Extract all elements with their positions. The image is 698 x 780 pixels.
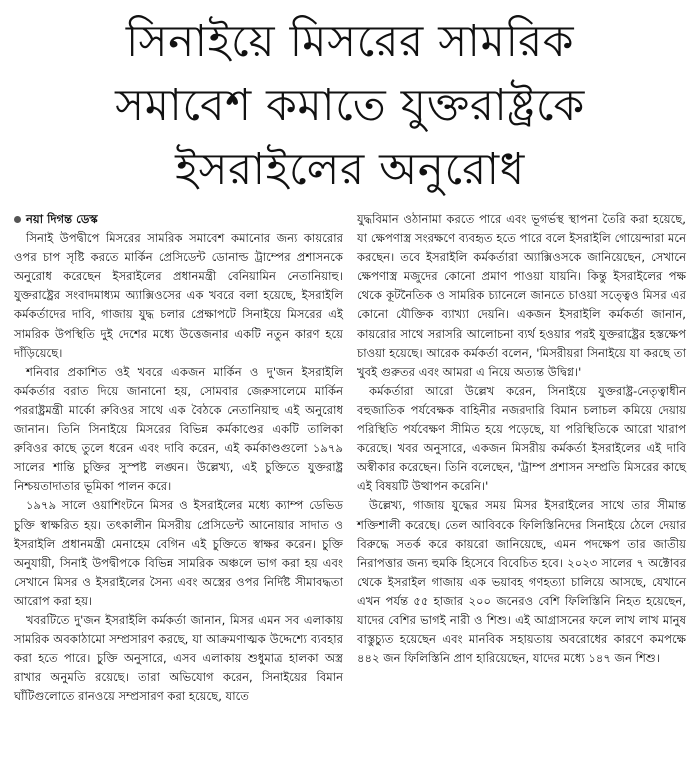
headline-line-3: ইসরাইলের অনুরোধ bbox=[175, 144, 525, 195]
article-body bbox=[14, 210, 686, 706]
headline-line-1: সিনাইয়ে মিসরের সামরিক bbox=[125, 16, 575, 67]
headline-line-2: সমাবেশ কমাতে যুক্তরাষ্ট্রকে bbox=[115, 80, 585, 131]
headline bbox=[14, 10, 686, 202]
column-left bbox=[14, 210, 343, 706]
byline-text: নয়া দিগন্ত ডেস্ক bbox=[26, 212, 98, 226]
paragraph: সিনাই উপদ্বীপে মিসরের সামরিক সমাবেশ কমানোর জন্য কায়রোর ওপর চাপ সৃষ্টি করতে মার্কিন প্রেসিডেন্ট ডোনাল্ড ট্রাম্পের প্রশাসনকে অনুরোধ করেছেন ইসরাইলের প্রধানমন্ত্রী বেনিয়ামিন নেতানিয়াহু। যুক্তরাষ্ট্রের সংবাদমাধ্যম অ্যাক্সিওসের এক খবরে বলা হয়েছে, ইসরাইলি কর্মকর্তাদের দাবি, গাজায় যুদ্ধ চলার প্রেক্ষাপটে সিনাইয়ে মিসরের এই সামরিক উপস্থিতি দুই দেশের মধ্যে উত্তেজনার একটি নতুন কারণ হয়ে দাঁড়িয়েছে। bbox=[14, 231, 343, 360]
paragraph: খবরটিতে দু'জন ইসরাইলি কর্মকর্তা জানান, মিসর এমন সব এলাকায় সামরিক অবকাঠামো সম্প্রসারণ করছে, যা আক্রমণাত্মক উদ্দেশ্যে ব্যবহার করা হতে পারে। চুক্তি অনুসারে, এসব এলাকায় শুধুমাত্র হালকা অস্ত্র রাখার অনুমতি রয়েছে। তারা অভিযোগ করেন, সিনাইয়ের বিমান ঘাঁটিগুলোতে রানওয়ে সম্প্রসারণ করা হয়েছে, যাতে bbox=[14, 612, 343, 704]
paragraph: কর্মকর্তারা আরো উল্লেখ করেন, সিনাইয়ে যুক্তরাষ্ট্র-নেতৃত্বাধীন বহুজাতিক পর্যবেক্ষক বাহিনীর নজরদারি বিমান চলাচল কমিয়ে দেয়ায় পরিস্থিতি পর্যবেক্ষণ সীমিত হয়ে পড়েছে, যা পরিস্থিতিকে আরো খারাপ করেছে। খবর অনুসারে, একজন মিসরীয় কর্মকর্তা ইসরাইলের এই দাবি অস্বীকার করেছেন। তিনি বলেছেন, 'ট্রাম্প প্রশাসন সম্প্রতি মিসরের কাছে এই বিষয়টি উত্থাপন করেনি।' bbox=[357, 383, 686, 494]
paragraph: শনিবার প্রকাশিত ওই খবরে একজন মার্কিন ও দু'জন ইসরাইলি কর্মকর্তার বরাত দিয়ে জানানো হয়, সোমবার জেরুসালেমে মার্কিন পররাষ্ট্রমন্ত্রী মার্কো রুবিওর সাথে এক বৈঠকে নেতানিয়াহু এই অনুরোধ জানান। তিনি সিনাইয়ে মিসরের বিভিন্ন কর্মকাণ্ডের একটি তালিকা রুবিওর কাছে তুলে ধরেন এবং দাবি করেন, এই কর্মকাণ্ডগুলো ১৯৭৯ সালের শান্তি চুক্তির সুস্পষ্ট লঙ্ঘন। উল্লেখ্য, এই চুক্তিতে যুক্তরাষ্ট্র নিশ্চয়তাদাতার ভূমিকা পালন করে। bbox=[14, 364, 343, 494]
bullet-icon bbox=[14, 216, 21, 223]
paragraph: উল্লেখ্য, গাজায় যুদ্ধের সময় মিসর ইসরাইলের সাথে তার সীমান্ত শক্তিশালী করেছে। তেল আবিবকে ফিলিস্তিনিদের সিনাইয়ে ঠেলে দেয়ার বিরুদ্ধে সতর্ক করে কায়রো জানিয়েছে, এমন পদক্ষেপ তার জাতীয় নিরাপত্তার জন্য হুমকি হিসেবে বিবেচিত হবে। ২০২৩ সালের ৭ অক্টোবর থেকে ইসরাইল গাজায় এক ভয়াবহ গণহত্যা চালিয়ে আসছে, যেখানে এখন পর্যন্ত ৫৫ হাজার ২০০ জনেরও বেশি ফিলিস্তিনি নিহত হয়েছেন, যাদের বেশির ভাগই নারী ও শিশু। এই আগ্রাসনের ফলে লাখ লাখ মানুষ বাস্তুচ্যুত হয়েছেন এবং মানবিক সহায়তায় অবরোধের কারণে কমপক্ষে ৪৪২ জন ফিলিস্তিনি প্রাণ হারিয়েছেন, যাদের মধ্যে ১৪৭ জন শিশু। bbox=[357, 498, 686, 666]
paragraph: ১৯৭৯ সালে ওয়াশিংটনে মিসর ও ইসরাইলের মধ্যে ক্যাম্প ডেভিড চুক্তি স্বাক্ষরিত হয়। তৎকালীন মিসরীয় প্রেসিডেন্ট আনোয়ার সাদাত ও ইসরাইলি প্রধানমন্ত্রী মেনাহেম বেগিন এই চুক্তিতে স্বাক্ষর করেন। চুক্তি অনুযায়ী, সিনাই উপদ্বীপকে বিভিন্ন সামরিক অঞ্চলে ভাগ করা হয় এবং সেখানে মিসর ও ইসরাইলের সৈন্য এবং অস্ত্রের ওপর নির্দিষ্ট সীমাবদ্ধতা আরোপ করা হয়। bbox=[14, 498, 343, 608]
column-right bbox=[357, 210, 686, 706]
byline bbox=[14, 210, 343, 229]
paragraph: যুদ্ধবিমান ওঠানামা করতে পারে এবং ভূগর্ভস্থ স্থাপনা তৈরি করা হয়েছে, যা ক্ষেপণাস্ত্র সংরক্ষণে ব্যবহৃত হতে পারে বলে ইসরাইলি গোয়েন্দারা মনে করছেন। তবে ইসরাইলি কর্মকর্তারা অ্যাক্সিওসকে জানিয়েছেন, সেখানে ক্ষেপণাস্ত্র মজুদের কোনো প্রমাণ পাওয়া যায়নি। কিন্তু ইসরাইলের পক্ষ থেকে কূটনৈতিক ও সামরিক চ্যানেলে জানতে চাওয়া সত্ত্বেও মিসর এর কোনো যৌক্তিক ব্যাখ্যা দেয়নি। একজন ইসরাইলি কর্মকর্তা জানান, কায়রোর সাথে সরাসরি আলোচনা ব্যর্থ হওয়ার পরই যুক্তরাষ্ট্রের হস্তক্ষেপ চাওয়া হয়েছে। আরেক কর্মকর্তা বলেন, 'মিসরীয়রা সিনাইয়ে যা করছে তা খুবই গুরুতর এবং আমরা এ নিয়ে অত্যন্ত উদ্বিগ্ন।' bbox=[357, 212, 686, 379]
